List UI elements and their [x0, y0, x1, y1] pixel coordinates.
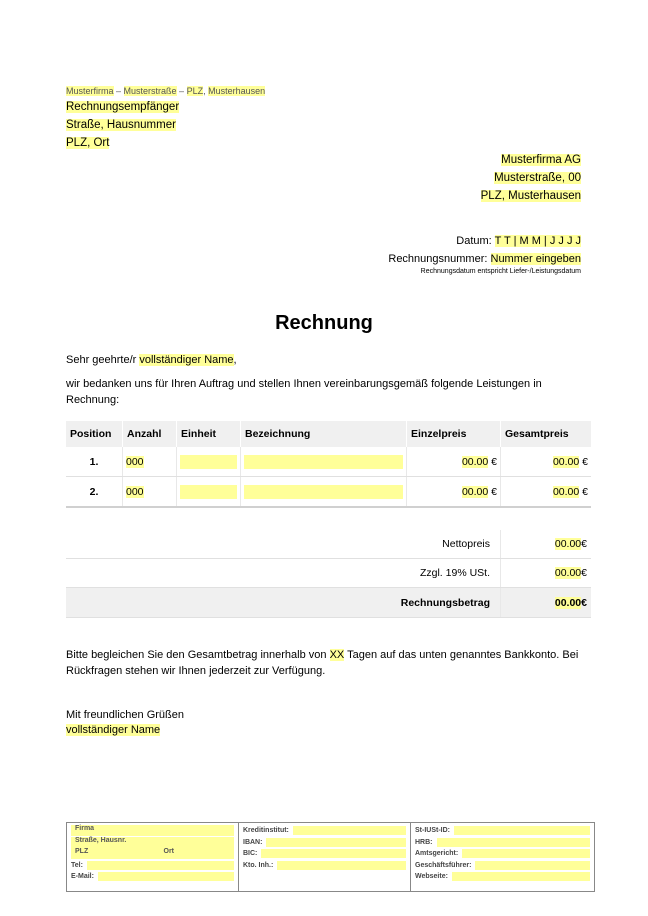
vat-value[interactable]: 00.00 — [554, 567, 582, 579]
col-unit-price: Einzelpreis — [407, 421, 501, 447]
unit-field[interactable] — [180, 455, 237, 469]
salutation-name-field[interactable]: vollständiger Name — [139, 354, 234, 366]
closing-greeting: Mit freundlichen Grüßen — [66, 709, 184, 721]
salutation: Sehr geehrte/r vollständiger Name, — [66, 354, 237, 366]
unit-price-field[interactable]: 00.00 — [461, 485, 489, 498]
footer-firma[interactable]: Firma — [71, 825, 234, 836]
items-table — [66, 421, 591, 508]
vat-label: Zzgl. 19% USt. — [66, 559, 501, 588]
footer-company-col: Firma Straße, Hausnr. PLZ Ort Tel: E-Mail: — [67, 823, 239, 891]
footer-iban-field[interactable] — [266, 838, 406, 847]
net-value[interactable]: 00.00 — [554, 538, 582, 550]
footer-legal-col: St-IUSt-ID: HRB: Amtsgericht: Geschäftsführer: Webseite: — [411, 823, 594, 891]
company-city: PLZ, Musterhausen — [480, 190, 581, 202]
table-row: 1. 000 00.00 € 00.00 € — [66, 447, 591, 477]
sum-value[interactable]: 00.00 — [554, 596, 582, 609]
footer-holder-field[interactable] — [277, 861, 406, 870]
footer-vatid-field[interactable] — [454, 826, 590, 835]
footer-court-field[interactable] — [462, 849, 590, 858]
closing-name-field[interactable]: vollständiger Name — [66, 724, 161, 736]
vat-row: Zzgl. 19% USt. 00.00€ — [66, 559, 591, 588]
totals-table — [66, 530, 591, 618]
footer-hrb-field[interactable] — [437, 838, 591, 847]
description-field[interactable] — [244, 485, 403, 499]
page-title: Rechnung — [275, 312, 373, 334]
recipient-city: PLZ, Ort — [66, 137, 110, 149]
intro-text: wir bedanken uns für Ihren Auftrag und stellen Ihnen vereinbarungsgemäß folgende Leistungen in Rechnung: — [66, 378, 542, 406]
invoice-number: Rechnungsnummer: Nummer eingeben — [388, 253, 581, 265]
recipient-street: Straße, Hausnummer — [66, 119, 176, 131]
footer-email-field[interactable] — [98, 872, 234, 881]
company-street: Musterstraße, 00 — [494, 172, 581, 184]
sum-row: Rechnungsbetrag 00.00€ — [66, 588, 591, 618]
closing-name — [66, 722, 591, 738]
row-position: 1. — [66, 447, 123, 477]
table-header-row — [66, 421, 591, 447]
payment-text: Bitte begleichen Sie den Gesamtbetrag innerhalb von XX Tagen auf das unten genanntes Bankkonto. Bei Rückfragen stehen wir Ihnen jederzeit zur Verfügung. — [66, 649, 579, 677]
footer-plz-ort[interactable]: PLZ Ort — [71, 848, 234, 859]
unit-price-field[interactable]: 00.00 — [461, 455, 489, 468]
footer-web-field[interactable] — [452, 872, 590, 881]
recipient-name: Rechnungsempfänger — [66, 101, 180, 113]
footer — [66, 822, 595, 892]
date-field[interactable]: T T | M M | J J J J — [494, 235, 581, 247]
col-quantity: Anzahl — [123, 421, 177, 447]
total-price-field[interactable]: 00.00 — [552, 455, 580, 468]
description-field[interactable] — [244, 455, 403, 469]
invoice-date: Datum: T T | M M | J J J J — [456, 235, 581, 247]
total-price-field[interactable]: 00.00 — [552, 485, 580, 498]
net-label: Nettopreis — [66, 530, 501, 559]
net-row: Nettopreis 00.00€ — [66, 530, 591, 559]
sender-return-address: Musterfirma – Musterstraße – PLZ, Musterhausen — [66, 86, 266, 96]
payment-days-field[interactable]: XX — [329, 649, 345, 661]
date-note: Rechnungsdatum entspricht Liefer-/Leistungsdatum — [420, 268, 581, 275]
invoice-number-field[interactable]: Nummer eingeben — [490, 253, 581, 265]
quantity-field[interactable]: 000 — [126, 455, 144, 468]
footer-street[interactable]: Straße, Hausnr. — [71, 837, 234, 848]
footer-bank-field[interactable] — [293, 826, 406, 835]
table-row: 2. 000 00.00 € 00.00 € — [66, 477, 591, 508]
row-position: 2. — [66, 477, 123, 508]
footer-ceo-field[interactable] — [475, 861, 590, 870]
footer-tel-field[interactable] — [87, 861, 234, 870]
col-position: Position — [66, 421, 123, 447]
sum-label: Rechnungsbetrag — [66, 588, 501, 618]
unit-field[interactable] — [180, 485, 237, 499]
footer-bank-col: Kreditinstitut: IBAN: BIC: Kto. Inh.: — [239, 823, 411, 891]
company-name: Musterfirma AG — [501, 154, 581, 166]
col-description: Bezeichnung — [241, 421, 407, 447]
col-total-price: Gesamtpreis — [501, 421, 592, 447]
col-unit: Einheit — [177, 421, 241, 447]
footer-bic-field[interactable] — [261, 849, 406, 858]
quantity-field[interactable]: 000 — [126, 485, 144, 498]
